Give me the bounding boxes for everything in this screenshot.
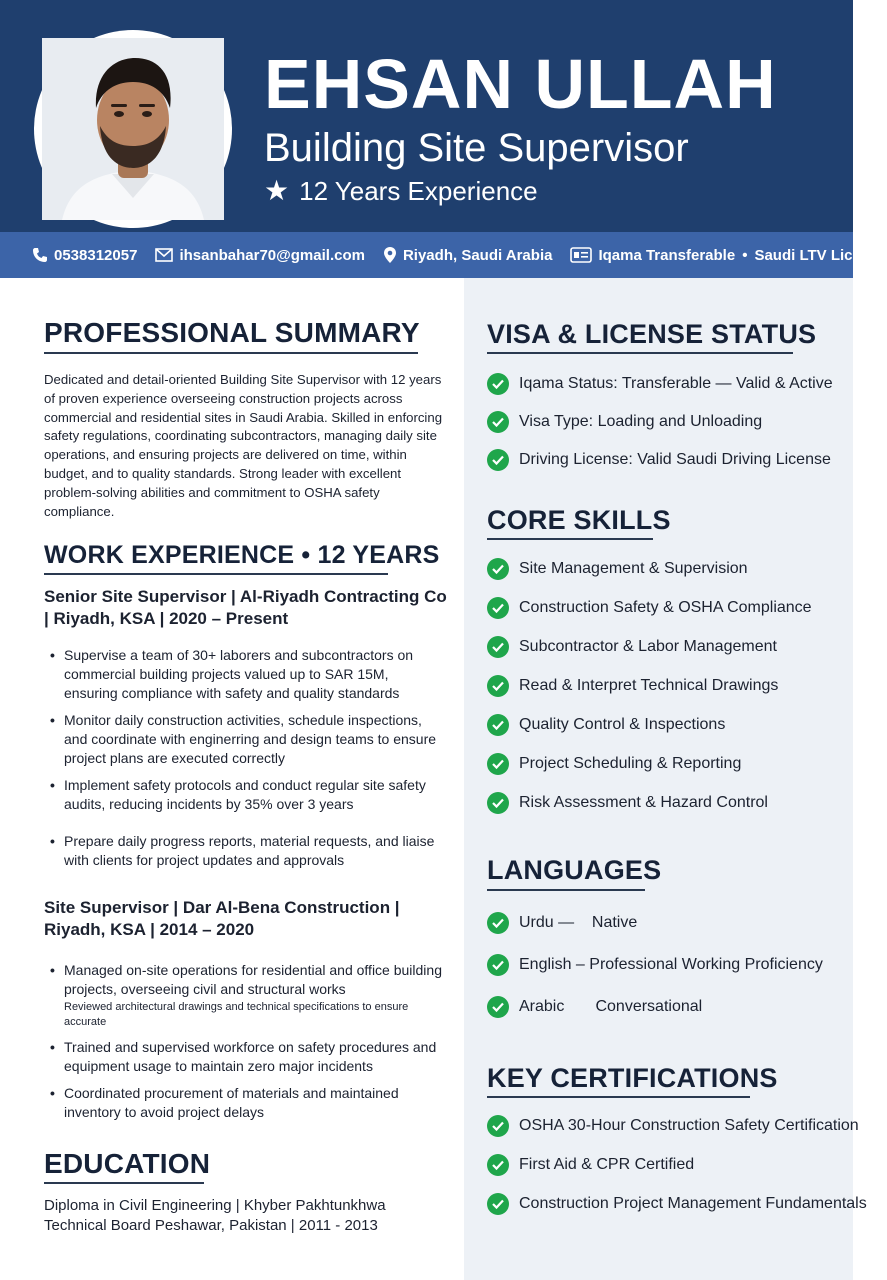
location-text: Riyadh, Saudi Arabia (402, 246, 553, 264)
list-item (487, 792, 847, 814)
list-item: • Implement safety protocols and conduct regular site safety audits, reducing incidents by 35% over 3 years (50, 776, 445, 814)
skill-item: Subcontractor & Labor Management (519, 638, 777, 655)
list-item (487, 912, 847, 934)
certifications-divider (487, 1096, 750, 1098)
separator-dot: • (742, 246, 748, 264)
education-divider (44, 1182, 204, 1184)
check-circle-icon (487, 792, 509, 814)
list-item (487, 636, 847, 658)
profile-photo (42, 38, 224, 220)
phone-icon (32, 247, 48, 263)
check-circle-icon (487, 753, 509, 775)
id-card-icon (570, 247, 592, 263)
work-heading: WORK EXPERIENCE • 12 YEARS (44, 541, 440, 569)
check-circle-icon (487, 558, 509, 580)
iqama-text: Iqama Transferable (598, 246, 736, 264)
visa-divider (487, 352, 793, 354)
list-item: • Trained and supervised workforce on safety procedures and equipment usage to maintain zero major incidents (50, 1038, 445, 1076)
check-circle-icon (487, 411, 509, 433)
list-item (487, 411, 847, 433)
certification-item: First Aid & CPR Certified (519, 1156, 695, 1173)
list-item (487, 954, 847, 976)
check-circle-icon (487, 1193, 509, 1215)
header (0, 0, 853, 232)
candidate-title: Building Site Supervisor (264, 126, 689, 170)
location-pin-icon (383, 246, 397, 264)
skills-list (487, 558, 847, 814)
avatar (34, 30, 232, 228)
summary-text: Dedicated and detail-oriented Building Site Supervisor with 12 years of proven experience overseeing construction projects across commercial and residential sites in Saudi Arabia. Skilled in enforcing safety regulations, coordinating subcontractors, managing daily site operations, and ensuring projects are delivered on time, within budget, and to quality standards. Strong leader with excellent problem-solving abilities and commitment to OSHA safety compliance. (44, 372, 443, 519)
check-circle-icon (487, 636, 509, 658)
certifications-list (487, 1115, 867, 1215)
candidate-name: EHSAN ULLAH (264, 45, 777, 123)
job-title-2: Site Supervisor | Dar Al-Bena Construction | Riyadh, KSA | 2014 – 2020 (44, 898, 400, 939)
check-circle-icon (487, 373, 509, 395)
visa-item: Visa Type: Loading and Unloading (519, 413, 763, 430)
list-item: • Coordinated procurement of materials and maintained inventory to avoid project delays (50, 1084, 445, 1122)
language-item: Arabic Conversational (519, 998, 703, 1015)
list-item (487, 449, 847, 471)
check-circle-icon (487, 996, 509, 1018)
skills-divider (487, 538, 653, 540)
summary-heading: PROFESSIONAL SUMMARY (44, 317, 420, 348)
experience-line (264, 174, 538, 208)
languages-divider (487, 889, 645, 891)
education-text: Diploma in Civil Engineering | Khyber Pakhtunkhwa Technical Board Peshawar, Pakistan | 2011 - 2013 (44, 1197, 386, 1234)
list-item (487, 996, 847, 1018)
check-circle-icon (487, 954, 509, 976)
list-item (487, 373, 847, 395)
certifications-heading: KEY CERTIFICATIONS (487, 1063, 778, 1093)
phone-number: 0538312057 (54, 246, 138, 264)
work-divider (44, 573, 388, 575)
skill-item: Project Scheduling & Reporting (519, 755, 742, 772)
language-item: Urdu — Native (519, 914, 638, 931)
check-circle-icon (487, 714, 509, 736)
contact-bar (0, 232, 887, 278)
list-item (50, 961, 445, 1030)
list-item (487, 714, 847, 736)
education-heading: EDUCATION (44, 1148, 211, 1179)
contact-phone[interactable] (32, 247, 137, 264)
check-circle-icon (487, 449, 509, 471)
bullet-note: Reviewed architectural drawings and technical specifications to ensure accurate (64, 1001, 409, 1028)
job-bullets-1 (50, 646, 445, 878)
skill-item: Site Management & Supervision (519, 560, 748, 577)
visa-item: Iqama Status: Transferable — Valid & Active (519, 375, 833, 392)
contact-location (383, 246, 552, 264)
list-item (487, 597, 847, 619)
list-item (487, 675, 847, 697)
list-item (487, 1115, 859, 1137)
languages-heading: LANGUAGES (487, 855, 662, 885)
job-bullets-2 (50, 961, 445, 1130)
certification-item: OSHA 30-Hour Construction Safety Certification (519, 1117, 859, 1134)
check-circle-icon (487, 597, 509, 619)
bullet-text: Managed on-site operations for residential and office building projects, overseeing civil and structural works (64, 962, 442, 997)
email-address: ihsanbahar70@gmail.com (179, 246, 365, 264)
skill-item: Quality Control & Inspections (519, 716, 726, 733)
list-item (487, 1154, 847, 1176)
skill-item: Read & Interpret Technical Drawings (519, 677, 779, 694)
mail-icon (155, 248, 173, 262)
check-circle-icon (487, 1154, 509, 1176)
visa-heading: VISA & LICENSE STATUS (487, 319, 817, 349)
list-item (487, 1193, 867, 1215)
visa-item: Driving License: Valid Saudi Driving License (519, 451, 831, 468)
summary-divider (44, 352, 418, 354)
visa-list (487, 373, 847, 471)
job-title-1: Senior Site Supervisor | Al-Riyadh Contracting Co | Riyadh, KSA | 2020 – Present (44, 587, 447, 628)
skill-item: Construction Safety & OSHA Compliance (519, 599, 812, 616)
license-text: Saudi LTV License (754, 246, 887, 264)
check-circle-icon (487, 912, 509, 934)
certification-item: Construction Project Management Fundamentals (519, 1195, 867, 1212)
check-circle-icon (487, 675, 509, 697)
contact-email[interactable] (155, 247, 365, 264)
list-item: • Monitor daily construction activities, schedule inspections, and coordinate with enginerring and design teams to ensure project plans are executed correctly (50, 711, 445, 768)
languages-list (487, 912, 847, 1018)
check-circle-icon (487, 1115, 509, 1137)
contact-status (570, 247, 886, 264)
experience-text: 12 Years Experience (299, 176, 538, 206)
skills-heading: CORE SKILLS (487, 505, 671, 535)
star-icon: ★ (264, 175, 290, 206)
list-item: • Prepare daily progress reports, material requests, and liaise with clients for project updates and approvals (50, 832, 445, 870)
list-item: • Supervise a team of 30+ laborers and subcontractors on commercial building projects valued up to SAR 15M, ensuring compliance with safety and quality standards (50, 646, 445, 703)
list-item (487, 558, 847, 580)
language-item: English – Professional Working Proficiency (519, 956, 823, 973)
list-item (487, 753, 847, 775)
skill-item: Risk Assessment & Hazard Control (519, 794, 768, 811)
